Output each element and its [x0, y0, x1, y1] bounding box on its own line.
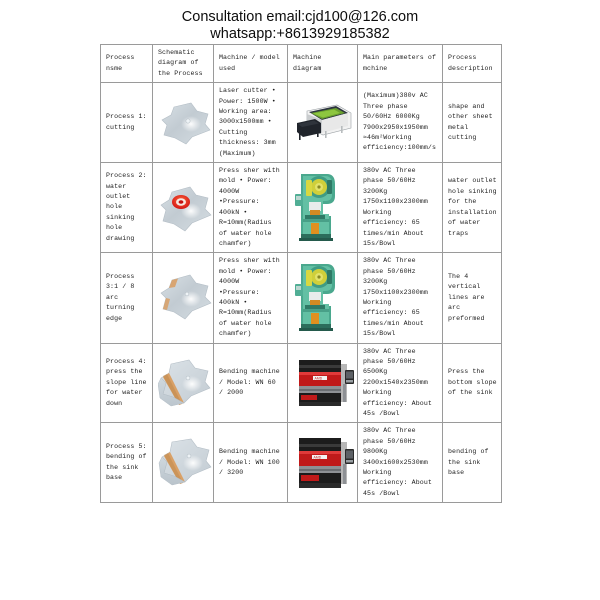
process-table: [100, 44, 502, 503]
laser-cutter-photo-icon: [293, 101, 353, 145]
table-row: [101, 423, 502, 503]
machine-diagram-cell: [288, 343, 358, 423]
table-header-row: [101, 45, 502, 83]
punch-press-photo-icon: [293, 170, 353, 246]
schematic-diagram-cell: [153, 423, 214, 503]
process-description-cell: shape and other sheet metal cutting: [443, 83, 502, 163]
column-header-main-parameters: Main parameters of mchine: [358, 45, 443, 83]
machine-model-cell: Press sher with mold • Power: 4000W •Pressure: 400kN • R=10mm(Radius of water hole chamfer): [214, 163, 288, 253]
process-name-cell: Process 1: cutting: [101, 83, 153, 163]
main-parameters-cell: 380v AC Three phase 50/60Hz 9800Kg 3400x1600x2530mm Working efficiency: About 45s /Bowl: [358, 423, 443, 503]
machine-model-cell: Laser cutter • Power: 1500W • Working area: 3000x1500mm • Cutting thickness: 3mm (Maximum): [214, 83, 288, 163]
process-description-cell: Press the bottom slope of the sink: [443, 343, 502, 423]
flat-cross-sheet-blank-icon: [158, 97, 214, 149]
schematic-diagram-cell: [153, 343, 214, 423]
cross-sheet-with-arc-edge-icon: [158, 268, 214, 328]
process-name-cell: Process 4: press the slope line for water down: [101, 343, 153, 423]
process-name-cell: Process 5: bending of the sink base: [101, 423, 153, 503]
main-parameters-cell: 380v AC Three phase 50/60Hz 3200Kg 1750x1100x2300mm Working efficiency: 65 times/min About 15s/Bowl: [358, 253, 443, 343]
table-row: [101, 163, 502, 253]
main-parameters-cell: (Maximum)380v AC Three phase 50/60Hz 6000Kg 7900x2950x1950mm ≈46m²Working efficiency:100mm/s: [358, 83, 443, 163]
cross-sheet-with-red-ring-icon: [158, 178, 214, 238]
column-header-machine-diagram: Machine diagram: [288, 45, 358, 83]
punch-press-photo-icon: [293, 260, 353, 336]
column-header-schematic-diagram: Schematic diagram of the Process: [153, 45, 214, 83]
schematic-diagram-cell: [153, 253, 214, 343]
column-header-machine-model: Machine / model used: [214, 45, 288, 83]
column-header-process-description: Process description: [443, 45, 502, 83]
machine-model-cell: Bending machine / Model: WN 100 / 3200: [214, 423, 288, 503]
svg-text:AMD: AMD: [313, 455, 322, 460]
process-table-container: [100, 44, 501, 503]
process-name-cell: Process 2: water outlet hole sinking hole drawing: [101, 163, 153, 253]
main-parameters-cell: 380v AC Three phase 50/60Hz 6500Kg 2200x1540x2350mm Working efficiency: About 45s /Bowl: [358, 343, 443, 423]
machine-model-cell: Press sher with mold • Power: 4000W •Pressure: 400kN • R=10mm(Radius of water hole chamfer): [214, 253, 288, 343]
process-name-cell: Process 3:1 / 8 arc turning edge: [101, 253, 153, 343]
schematic-diagram-cell: [153, 83, 214, 163]
table-row: [101, 253, 502, 343]
machine-diagram-cell: [288, 163, 358, 253]
svg-text:AMD: AMD: [314, 376, 323, 381]
main-parameters-cell: 380v AC Three phase 50/60Hz 3200Kg 1750x1100x2300mm Working efficiency: 65 times/min About 15s/Bowl: [358, 163, 443, 253]
column-header-process-name: Process nsme: [101, 45, 153, 83]
process-description-cell: bending of the sink base: [443, 423, 502, 503]
bent-sink-base-icon: [158, 434, 214, 492]
press-brake-photo-icon: [293, 434, 353, 492]
machine-diagram-cell: [288, 253, 358, 343]
press-brake-photo-icon: [293, 356, 353, 410]
machine-model-cell: Bending machine / Model: WN 60 / 2000: [214, 343, 288, 423]
machine-diagram-cell: [288, 423, 358, 503]
process-description-cell: water outlet hole sinking for the installation of water traps: [443, 163, 502, 253]
machine-diagram-cell: [288, 83, 358, 163]
table-row: [101, 83, 502, 163]
consultation-email-line: Consultation email:cjd100@126.com: [181, 9, 419, 25]
process-description-cell: The 4 vertical lines are arc preformed: [443, 253, 502, 343]
contact-header: [0, 0, 600, 43]
table-row: [101, 343, 502, 423]
whatsapp-line: whatsapp:+8613929185382: [210, 26, 390, 42]
bent-sheet-with-slope-line-icon: [158, 354, 214, 412]
schematic-diagram-cell: [153, 163, 214, 253]
